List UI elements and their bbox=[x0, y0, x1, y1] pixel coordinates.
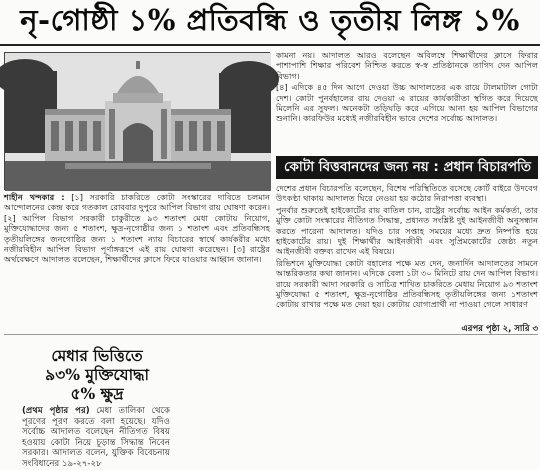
story-paragraph-text: [২] আপিল বিভাগ সরকারী চাকুরীতে ৯৩ শতাংশ মেধা কোটায় নিয়োগ, মুক্তিযোদ্ধাদের জন্য ৫ শতাংশ, ক্ষুদ্র-নৃগোষ্ঠীর জন্য ১ শতাংশ এবং প্রতিবন্ধিসহ তৃতীয়লিঙ্গের জনগোষ্ঠির জন্য ১ শতাংশ ন্যায় বিচারের স্বার্থে কার্যকরীর মধ্যে নজীরবিহীন আপিল বিভাগ পূর্ণাঙ্গরূপে এই রায় ঘোষণা করেছেন। bbox=[4, 212, 270, 255]
story-paragraph bbox=[4, 192, 270, 265]
story-lead: (প্রথম পৃষ্ঠার পর) bbox=[22, 406, 90, 416]
merit-headline-line: মেধার ভিত্তিতে bbox=[51, 346, 143, 365]
story-paragraph-text: [১] সরকারি চাকরিতে কোটা সংস্কারের দাবিতে চলমান আন্দোলনের কেন্দ্র করে গতকাল রোববার দুপুরে আপিল বিভাগ রায় ঘোষণা করেন। bbox=[4, 192, 270, 213]
story-paragraph: পুনর্বার শুরুতেই হাইকোর্টের রায় বাতিল চান, রাষ্ট্রের সর্বোচ্চ আইন কর্মকর্তা, তার মুক্তি কোটা সংস্কারের নীতিগত সিদ্ধান্ত, প্রধানত সংশ্লিষ্ট দুই আইনজীবী অনুসন্ধান করতে পারেনা আদালত। যদিও চার সপ্তাহ সময়ের মধ্যে দ্রুত নিষ্পত্তি হয়ে হাইকোর্টের রায়। দুই শিক্ষার্থীর আইনজীবী এবং সুপ্রিমকোর্টের জেষ্ঠ্য নতুন আইনজীবী বক্তব্য রাখেন এই বিষয়ে। bbox=[276, 204, 538, 257]
section-divider bbox=[4, 334, 538, 335]
story-paragraph: [৪] এদিকে ৪৫ দিন আগে দেওয়া উচ্চ আদালতের এক রায়ে টালমাটাল গোটা দেশ। কোটা পুনর্বহালের রায় দেওয়া এ রায়ের কার্যকারীতা স্থগিত করে দিয়েছে মিলেনি এর সুফল। অনেকটা তড়িঘড়ি করে এগিয়ে আনা হয় আপিল বিভাগের শুনানি। কারফিউর মধ্যেই নজীরবিহীন ভাবে দেশের সর্বোচ্চ আদালত। bbox=[276, 82, 538, 124]
story-body: মেধা তালিকা থেকে পূরণের পূরণ করতে বলা হয়েছে। যদিও সর্বোচ্চ আদালত বলেছেন নীতিগত বিষয় হওয়ায় কোটা নিয়ে চূড়ান্ত সিদ্ধান্ত নিবেন সরকার। আদালত বলেন, যুক্তিক বিবেচনায় সংবিধানের ১৯-২৭-২৮ bbox=[22, 406, 170, 469]
section-banner: কোটা বিত্তবানদের জন্য নয় : প্রধান বিচারপতি bbox=[276, 156, 538, 179]
merit-headline-line: ৯৩% মুক্তিযোদ্ধা bbox=[45, 365, 149, 384]
main-headline: নৃ-গোষ্ঠী ১% প্রতিবন্ধি ও তৃতীয় লিঙ্গ ১% bbox=[20, 2, 520, 37]
court-building-photo bbox=[4, 52, 270, 190]
merit-headline bbox=[22, 346, 172, 403]
story-paragraph: দেশের প্রধান বিচারপতি বলেছেন, বিশেষ পরিস্থিতিতে বসেছে কোর্ট বাইরে উদবেগ উৎকণ্ঠা থাকায় আদালত ঘিরে নেওয়া হয় কঠোর নিরাপত্তা ব্যবস্থা। bbox=[276, 183, 538, 204]
kota-story bbox=[276, 183, 538, 323]
story-paragraph-text: [৩] রাষ্ট্রের অর্থবেক্ষণে আদালত বলেছেন, শিক্ষার্থীদের ক্লাসে ফিরে যাওয়ার আহ্বান জানান। bbox=[4, 244, 270, 265]
continued-reference: এরপর পৃষ্ঠা ২, সারি ৩ bbox=[461, 324, 538, 334]
story-left-column bbox=[4, 192, 270, 310]
story-paragraph: রিভিশনে মুক্তিযোদ্ধা কোটা বহালের পক্ষে মত দেন, জনার্দিন আদালতের সামনে আন্তরিকতার কথা জানান। এদিকে বেলা ১টা ৩০ মিনিটে রায় দেন আপিল বিভাগ। রায়ে সরকারী আদা সরকারি ও সাচিত্র শাখিত চাকরিতে মেধায় নিয়োগ ৯৩ শতাংশ মুক্তিযোদ্ধা ৫ শতাংশ, ক্ষুদ্র-নৃগোষ্ঠির প্রতিবন্ধিসহ তৃতীয়লিঙ্গের জন্য ১শতাংশ কোটায় রাখার পক্ষে মত দেয়া হয়। কোটায় যোগ্যপ্রার্থী না পাওয়া গেলে সাধারণ bbox=[276, 257, 538, 310]
merit-headline-line: ৫% ক্ষুদ্র bbox=[70, 384, 124, 403]
court-building-illustration bbox=[5, 53, 271, 191]
story-paragraph: কামনা নয়। আদালত আরও বলেছেন অবিলম্বে শিক্ষার্থীদের ক্লাসে ফিরার পাশাপাশি শিক্ষার পরিবেশ নিশ্চিত করতে স্ব-স্ব প্রতিষ্ঠানকে তাগিদ দেন আপিল বিভাগ। bbox=[276, 50, 538, 81]
story-right-column bbox=[276, 50, 538, 150]
headline-divider bbox=[0, 44, 540, 46]
merit-story bbox=[22, 406, 170, 469]
byline: শাহীন খন্দকার : bbox=[4, 192, 65, 202]
